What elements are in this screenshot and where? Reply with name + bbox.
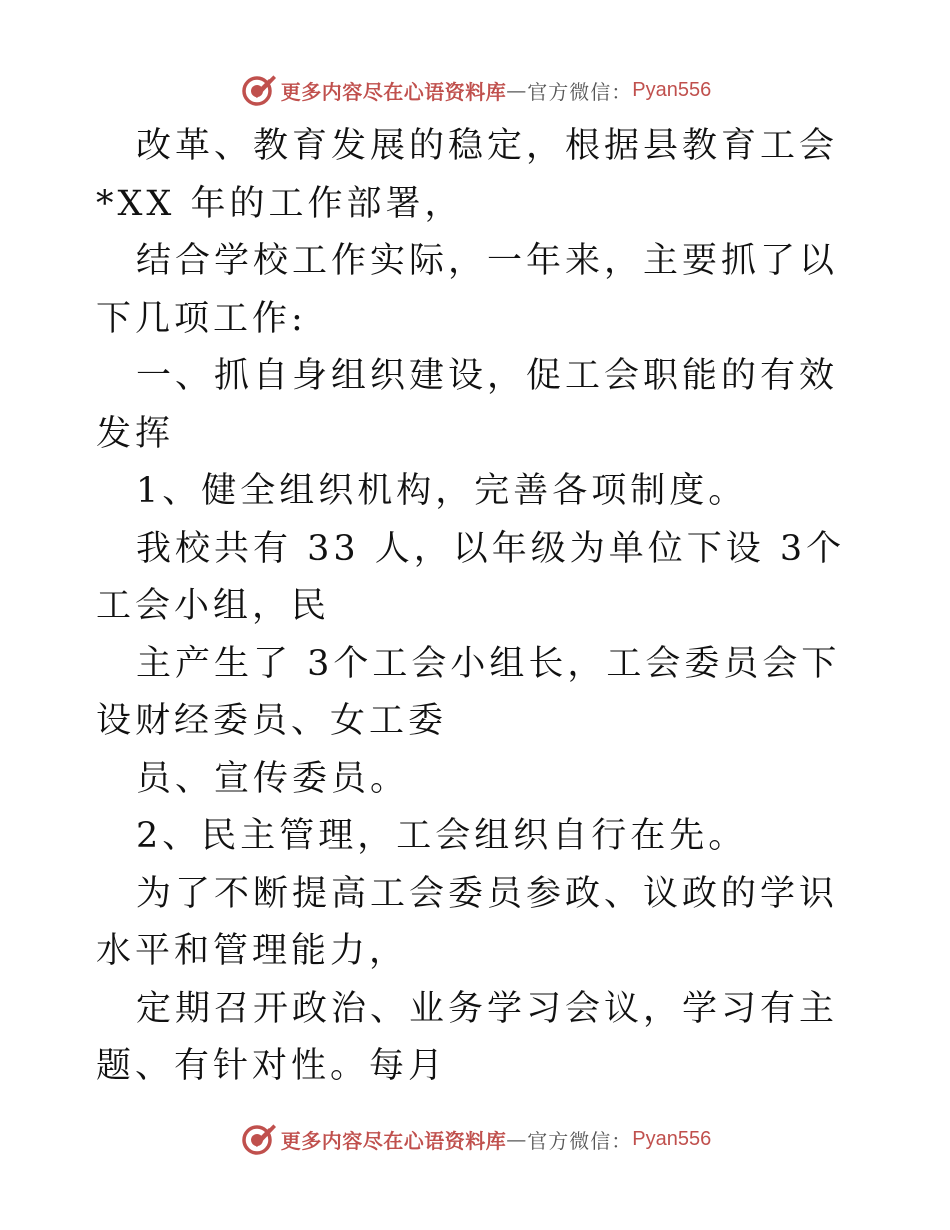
paragraph: 员、宣传委员。 xyxy=(136,758,410,799)
watermark-dash: — xyxy=(506,1127,528,1151)
watermark-footer xyxy=(0,1119,950,1159)
document-body xyxy=(96,118,856,1096)
paragraph: 结合学校工作实际，一年来，主要抓了以下几项工作: xyxy=(96,241,839,339)
watermark-wechat-id: Pyan556 xyxy=(632,78,712,101)
paragraph: 我校共有 33 人，以年级为单位下设 3个工会小组，民 xyxy=(96,528,846,626)
quill-logo-icon xyxy=(239,70,279,110)
paragraph: 定期召开政治、业务学习会议，学习有主题、有针对性。每月 xyxy=(96,988,839,1086)
subsection-heading: 1、健全组织机构，完善各项制度。 xyxy=(136,471,748,511)
paragraph: 主产生了 3个工会小组长，工会委员会下设财经委员、女工委 xyxy=(96,643,841,741)
watermark-header xyxy=(0,70,950,110)
section-heading: 一、抓自身组织建设，促工会职能的有效发挥 xyxy=(96,356,839,454)
watermark-dash: — xyxy=(506,78,528,102)
watermark-sub-text: 官方微信： xyxy=(527,79,633,104)
paragraph: 为了不断提高工会委员参政、议政的学识水平和管理能力， xyxy=(96,873,839,971)
paragraph: 改革、教育发展的稳定，根据县教育工会*XX 年的工作部署， xyxy=(96,126,839,224)
watermark-wechat-id: Pyan556 xyxy=(632,1127,712,1150)
watermark-sub-text: 官方微信： xyxy=(527,1128,633,1153)
subsection-heading: 2、民主管理，工会组织自行在先。 xyxy=(136,816,748,856)
quill-logo-icon xyxy=(239,1119,279,1159)
watermark-main-text: 更多内容尽在心语资料库 xyxy=(280,1128,507,1153)
watermark-main-text: 更多内容尽在心语资料库 xyxy=(280,79,507,104)
